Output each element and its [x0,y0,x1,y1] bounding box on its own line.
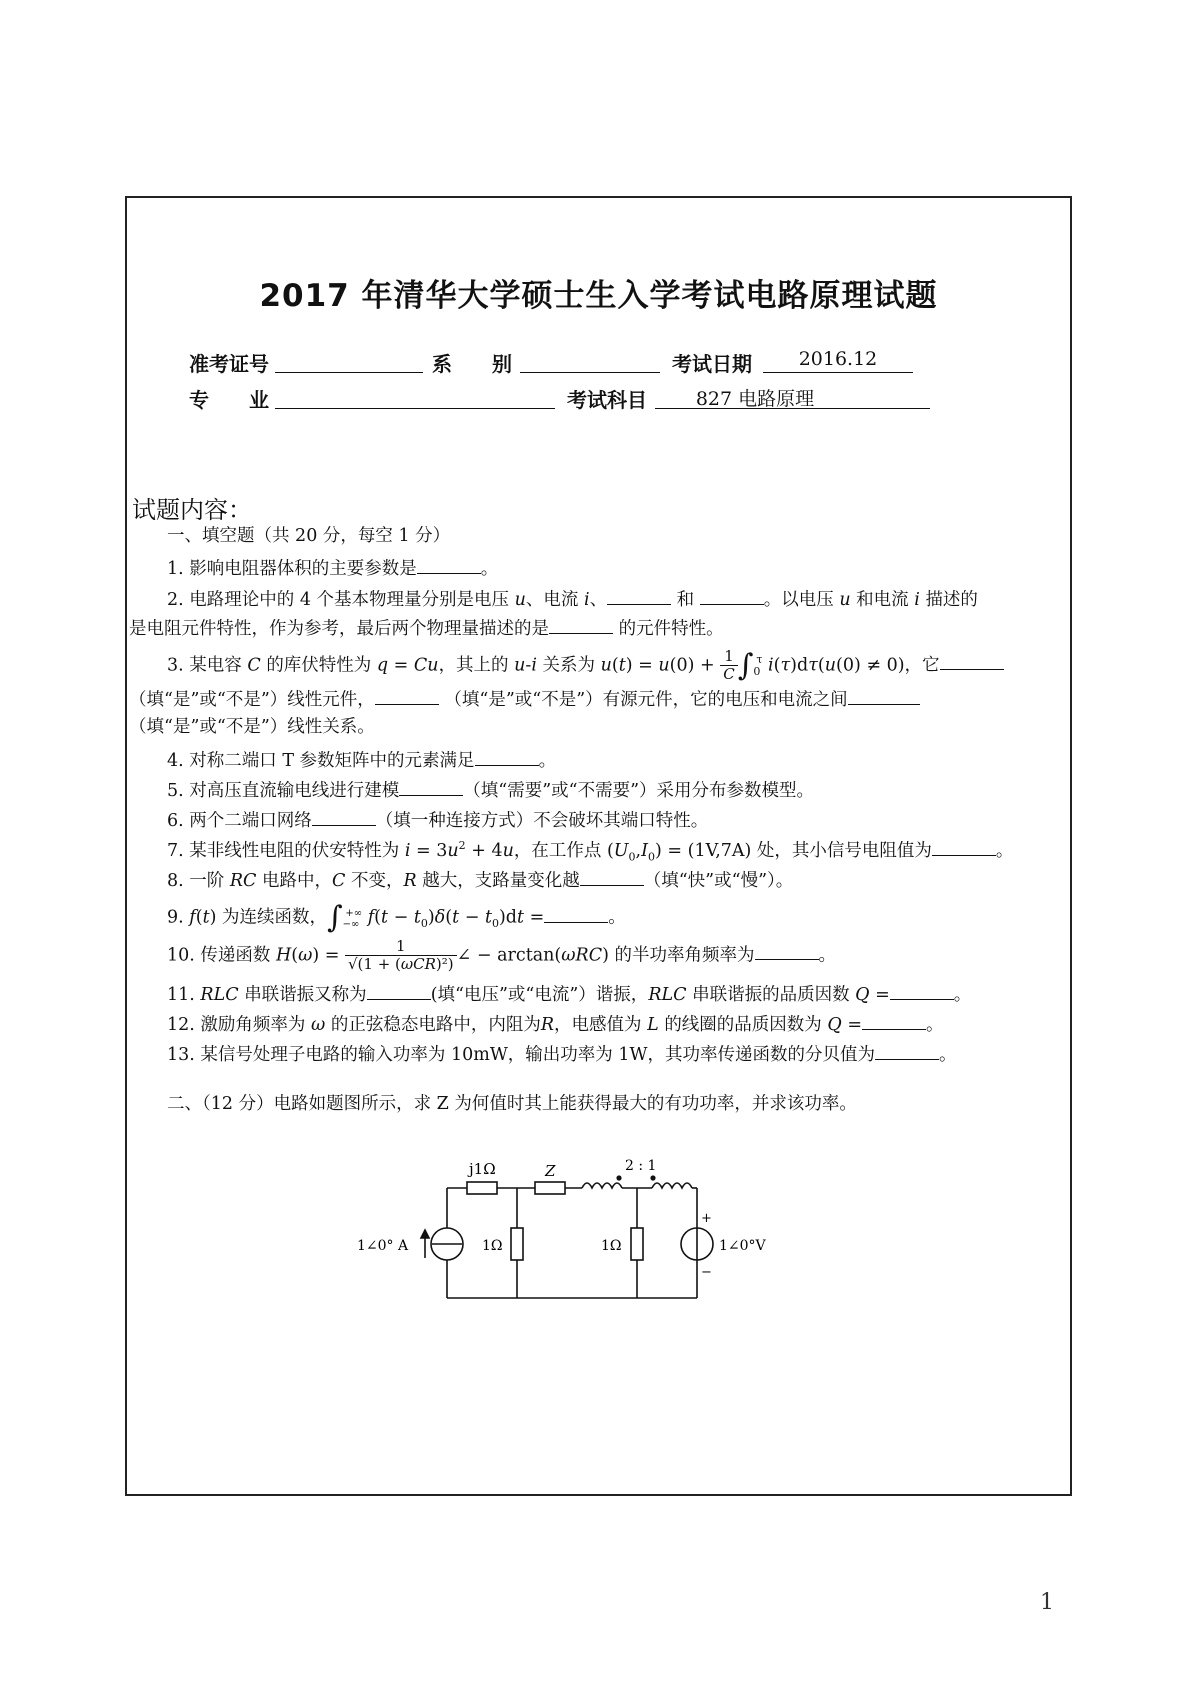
label-minus: − [701,1265,712,1280]
question-1: 1. 影响电阻器体积的主要参数是 。 [167,559,499,579]
major-label: 专 业 [189,388,269,412]
label-r2: 1Ω [601,1238,622,1254]
exam-frame [125,196,1072,1496]
circuit-diagram [357,1158,797,1318]
polarity-dot-primary [616,1175,621,1180]
question-4: 4. 对称二端口 T 参数矩阵中的元素满足 。 [167,751,557,771]
transformer-primary [582,1183,622,1188]
date-label: 考试日期 [672,352,752,376]
answer-blank[interactable] [940,654,1004,670]
question-3-cont: （填“是”或“不是”）线性元件， （填“是”或“不是”）有源元件，它的电压和电流之间 [129,689,920,710]
answer-blank[interactable] [848,689,920,705]
page-number: 1 [1040,1590,1054,1615]
label-plus: + [701,1211,712,1226]
dept-label: 系 别 [432,352,512,376]
question-7: 7. 某非线性电阻的伏安特性为 $i = 3u^2 + 4u$，在工作点 $(U_0,I_0) = (1V,7A)$ 处，其小信号电阻值为 。 [167,839,1014,864]
answer-blank[interactable] [932,840,996,856]
polarity-dot-secondary [650,1175,655,1180]
part2-heading: 二、（12 分）电路如题图所示，求 Z 为何值时其上能获得最大的有功功率，并求该功率。 [167,1094,857,1114]
admission-field[interactable] [275,350,423,373]
question-11: 11. RLC 串联谐振又称为 (填“电压”或“电流”）谐振，RLC 串联谐振的品质因数 Q = 。 [167,985,972,1005]
label-isrc: 1∠0° A [357,1238,409,1254]
answer-blank[interactable] [399,780,463,796]
answer-blank[interactable] [875,1044,939,1060]
resistor-2 [631,1228,643,1260]
answer-blank[interactable] [475,750,539,766]
question-10: 10. 传递函数 H(ω) = $\frac{1}{\text{√(1 + (ωCR)²)}}$ ∠ − arctan(ωRC) 的半功率角频率为 。 [167,937,836,974]
question-12: 12. 激励角频率为 ω 的正弦稳态电路中，内阻为R，电感值为 L 的线圈的品质因数为 Q = 。 [167,1015,944,1035]
impedance-z-element [535,1182,565,1194]
part1-heading: 一、填空题（共 20 分，每空 1 分） [167,526,451,546]
question-13: 13. 某信号处理子电路的输入功率为 10mW，输出功率为 1W，其功率传递函数的分贝值为 。 [167,1045,957,1065]
question-9: 9. f(t) 为连续函数，$\int_{-\infty}^{+\infty}$ $f(t - t_0)\delta(t - t_0)dt$ = 。 [167,900,626,935]
subject-label: 考试科目 [567,388,647,412]
question-3-cont2: （填“是”或“不是”）线性关系。 [129,717,375,737]
subject-value: 827 电路原理 [695,388,815,410]
answer-blank[interactable] [607,589,671,605]
answer-blank[interactable] [367,984,431,1000]
label-r1: 1Ω [482,1238,503,1254]
answer-blank[interactable] [700,589,764,605]
question-2-cont: 是电阻元件特性，作为参考，最后两个物理量描述的是 的元件特性。 [129,619,724,639]
answer-blank[interactable] [580,870,644,886]
answer-blank[interactable] [549,618,613,634]
date-value: 2016.12 [798,348,878,370]
label-j1: j1Ω [469,1160,496,1178]
answer-blank[interactable] [375,689,439,705]
exam-title: 2017 年清华大学硕士生入学考试电路原理试题 [259,278,938,314]
admission-label: 准考证号 [189,352,269,376]
answer-blank[interactable] [862,1014,926,1030]
question-3: 3. 某电容 C 的库伏特性为 q = Cu，其上的 u-i 关系为 u(t) = u(0) + $\frac{1}{C}$ $\int_0^\tau$ i(τ)dτ(u(0) ≠ 0)，它 [167,648,1004,684]
label-vsrc: 1∠0°V [719,1238,766,1254]
label-z: Z [545,1162,556,1180]
section-heading: 试题内容： [132,496,252,524]
answer-blank[interactable] [312,810,376,826]
dept-field[interactable] [520,350,660,373]
answer-blank[interactable] [755,944,819,960]
major-field[interactable] [275,386,555,409]
answer-blank[interactable] [417,558,481,574]
inductor-j1-element [467,1182,497,1194]
answer-blank[interactable] [890,984,954,1000]
label-ratio: 2 : 1 [625,1158,657,1174]
question-2: 2. 电路理论中的 4 个基本物理量分别是电压 u、电流 i、 和 。以电压 u 和电流 i 描述的 [167,590,978,610]
resistor-1 [511,1228,523,1260]
question-6: 6. 两个二端口网络 （填一种连接方式）不会破坏其端口特性。 [167,811,709,831]
question-5: 5. 对高压直流输电线进行建模 （填“需要”或“不需要”）采用分布参数模型。 [167,781,815,801]
question-8: 8. 一阶 RC 电路中，C 不变，R 越大，支路量变化越 （填“快”或“慢”）。 [167,871,794,891]
transformer-secondary [652,1183,692,1188]
answer-blank[interactable] [544,907,608,923]
